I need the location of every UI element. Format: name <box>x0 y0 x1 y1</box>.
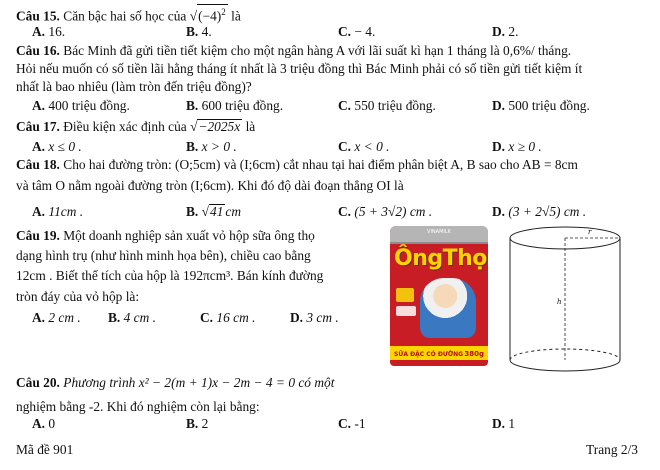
q18-line1: Câu 18. Cho hai đường tròn: (O;5cm) và (I;6cm) cắt nhau tại hai điểm phân biệt A, B sao cho AB = 8cm <box>16 157 578 172</box>
q19-option-d[interactable]: D. 3 cm . <box>290 310 339 325</box>
milk-can-image <box>390 226 488 366</box>
q20-option-b[interactable]: B. 2 <box>186 416 209 431</box>
q19-label: Câu 19. <box>16 228 60 243</box>
q17-label: Câu 17. <box>16 119 60 134</box>
height-label: h <box>557 298 562 306</box>
can-caption: SỮA ĐẶC CÓ ĐƯỜNG <box>394 351 464 358</box>
q15-tail: là <box>231 8 241 24</box>
q15-text: Căn bậc hai số học của <box>63 8 187 24</box>
q16-line1: Câu 16. Bác Minh đã gửi tiền tiết kiệm cho một ngân hàng A với lãi suất kì hạn 1 tháng là 0,6%/ tháng. <box>16 43 572 58</box>
ongtho-brand: ÔngThọ <box>394 246 487 271</box>
page-number: Trang 2/3 <box>586 442 638 457</box>
q15-option-c[interactable]: C. − 4. <box>338 24 376 39</box>
q16-option-a[interactable]: A. 400 triệu đồng. <box>32 98 130 113</box>
q18-option-c[interactable]: C. (5 + 3√2) cm . <box>338 204 433 219</box>
q15-radical: $√(-4)^2$ <box>190 4 228 24</box>
cylinder-bottom-front <box>510 360 620 371</box>
q20-line1: Câu 20. Phương trình x² − 2(m + 1)x − 2m − 4 = 0 có một <box>16 375 335 390</box>
can-weight: 380g <box>464 350 484 358</box>
q15-option-a[interactable]: A. 16. <box>32 24 66 39</box>
q17-option-a[interactable]: A. x ≤ 0 . <box>32 139 82 154</box>
q16-line3: nhất là bao nhiêu (làm tròn đến triệu đồng)? <box>16 79 252 94</box>
q15-label: Câu 15. <box>16 8 60 24</box>
q16-option-c[interactable]: C. 550 triệu đồng. <box>338 98 436 113</box>
q19-option-b[interactable]: B. 4 cm . <box>108 310 156 325</box>
q19-option-c[interactable]: C. 16 cm . <box>200 310 256 325</box>
vinamilk-logo: VINAMILK <box>427 229 451 235</box>
q18-option-b[interactable]: B. √41 cm <box>186 204 242 219</box>
can-badge-2 <box>396 306 416 316</box>
radius-label: r <box>588 228 592 236</box>
q15-option-b[interactable]: B. 4. <box>186 24 212 39</box>
q20-option-d[interactable]: D. 1 <box>492 416 516 431</box>
can-badge <box>396 288 414 302</box>
q20-line2: nghiệm bằng -2. Khi đó nghiệm còn lại bằng: <box>16 399 260 414</box>
q19-line3: 12cm . Biết thể tích của hộp là 192πcm³. Bán kính đường <box>16 268 324 283</box>
q19-option-a[interactable]: A. 2 cm . <box>32 310 81 325</box>
q19-line1: Câu 19. Một doanh nghiệp sản xuất vỏ hộp sữa ông thọ <box>16 228 315 243</box>
q19-line2: dạng hình trụ (như hình minh họa bên), chiều cao bằng <box>16 248 311 263</box>
q15-stem <box>16 4 241 24</box>
q16-option-b[interactable]: B. 600 triệu đồng. <box>186 98 284 113</box>
q16-label: Câu 16. <box>16 43 60 58</box>
q16-option-d[interactable]: D. 500 triệu đồng. <box>492 98 590 113</box>
q18-option-d[interactable]: D. (3 + 2√5) cm . <box>492 204 587 219</box>
q20-label: Câu 20. <box>16 375 60 390</box>
q16-line2: Hỏi nếu muốn có số tiền lãi hằng tháng ít nhất là 3 triệu đồng thì Bác Minh phải có số tiền gửi tiết kiệm ít <box>16 61 583 76</box>
q17-stem: Câu 17. Điều kiện xác định của √−2025x là <box>16 119 256 134</box>
q15-option-d[interactable]: D. 2. <box>492 24 519 39</box>
cylinder-diagram <box>502 220 632 382</box>
q17-option-b[interactable]: B. x > 0 . <box>186 139 237 154</box>
q20-option-c[interactable]: C. -1 <box>338 416 366 431</box>
q20-option-a[interactable]: A. 0 <box>32 416 56 431</box>
q19-line4: tròn đáy của vỏ hộp là: <box>16 289 140 304</box>
q17-option-d[interactable]: D. x ≥ 0 . <box>492 139 542 154</box>
q18-line2: và tâm O nằm ngoài đường tròn (I;6cm). Khi đó độ dài đoạn thẳng OI là <box>16 178 404 193</box>
ong-tho-figure <box>420 278 476 338</box>
q17-radical: √−2025x <box>190 119 241 134</box>
q18-label: Câu 18. <box>16 157 60 172</box>
q18-option-a[interactable]: A. 11cm . <box>32 204 84 219</box>
exam-code: Mã đề 901 <box>16 442 74 457</box>
q17-option-c[interactable]: C. x < 0 . <box>338 139 390 154</box>
